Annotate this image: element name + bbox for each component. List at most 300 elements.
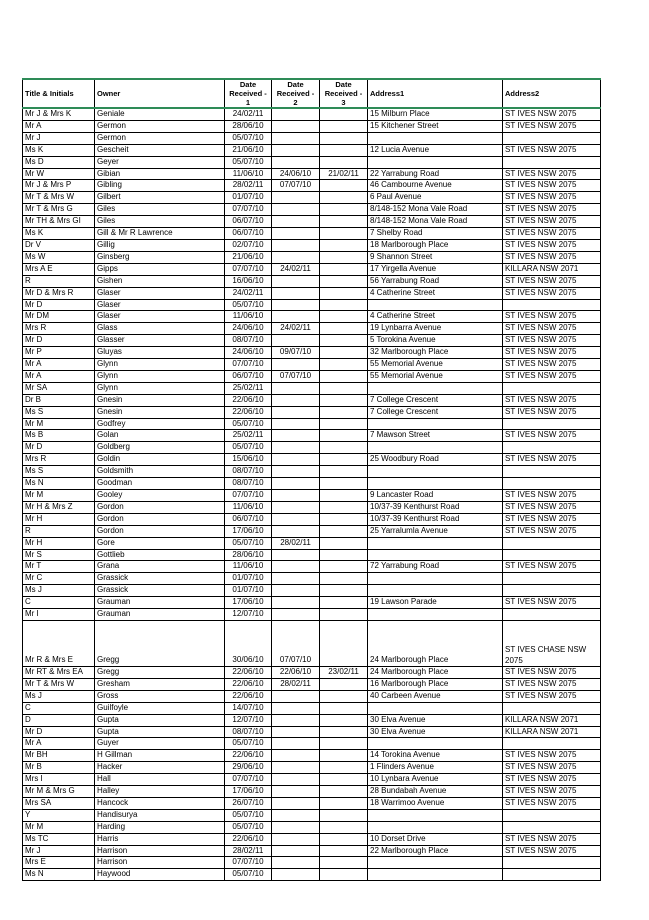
- cell-date-received-3: [320, 786, 368, 798]
- table-row: [23, 192, 601, 204]
- cell-date-received-2: [272, 786, 320, 798]
- cell-title-initials: Ms K: [23, 144, 95, 156]
- cell-date-received-3: [320, 466, 368, 478]
- cell-owner: Gross: [95, 690, 225, 702]
- table-row: [23, 738, 601, 750]
- cell-date-received-1: 17/06/10: [225, 597, 272, 609]
- cell-address1: 10/37-39 Kenthurst Road: [368, 513, 503, 525]
- cell-address2: [503, 299, 601, 311]
- cell-title-initials: Ms S: [23, 466, 95, 478]
- cell-address1: 19 Lynbarra Avenue: [368, 323, 503, 335]
- cell-owner: Goodman: [95, 478, 225, 490]
- header-address2: Address2: [503, 79, 601, 108]
- cell-address1: 7 Mawson Street: [368, 430, 503, 442]
- cell-date-received-3: [320, 620, 368, 666]
- header-address1: Address1: [368, 79, 503, 108]
- cell-owner: Gooley: [95, 490, 225, 502]
- cell-address1: 46 Cambourne Avenue: [368, 180, 503, 192]
- cell-date-received-1: 22/06/10: [225, 678, 272, 690]
- cell-date-received-2: 22/06/10: [272, 666, 320, 678]
- cell-date-received-2: [272, 774, 320, 786]
- cell-date-received-2: 24/02/11: [272, 323, 320, 335]
- cell-address1: [368, 418, 503, 430]
- cell-date-received-1: 11/06/10: [225, 168, 272, 180]
- table-row: [23, 216, 601, 228]
- cell-date-received-3: [320, 490, 368, 502]
- cell-address2: ST IVES NSW 2075: [503, 192, 601, 204]
- cell-address1: 40 Carbeen Avenue: [368, 690, 503, 702]
- cell-title-initials: Mr T & Mrs G: [23, 204, 95, 216]
- cell-title-initials: Mr M: [23, 490, 95, 502]
- cell-address2: [503, 585, 601, 597]
- cell-address2: ST IVES NSW 2075: [503, 797, 601, 809]
- cell-date-received-3: [320, 204, 368, 216]
- cell-address2: ST IVES NSW 2075: [503, 347, 601, 359]
- table-row: [23, 323, 601, 335]
- cell-address2: ST IVES NSW 2075: [503, 108, 601, 120]
- cell-date-received-1: 17/06/10: [225, 525, 272, 537]
- cell-owner: Gipps: [95, 263, 225, 275]
- cell-date-received-1: 08/07/10: [225, 335, 272, 347]
- cell-date-received-3: [320, 513, 368, 525]
- cell-title-initials: Mr BH: [23, 750, 95, 762]
- cell-address2: [503, 869, 601, 881]
- cell-date-received-3: [320, 857, 368, 869]
- cell-address2: ST IVES NSW 2075: [503, 501, 601, 513]
- cell-address1: 24 Marlborough Place: [368, 666, 503, 678]
- cell-title-initials: Mr H & Mrs Z: [23, 501, 95, 513]
- cell-address1: 17 Yirgella Avenue: [368, 263, 503, 275]
- cell-address1: [368, 549, 503, 561]
- table-row: [23, 869, 601, 881]
- cell-address1: [368, 857, 503, 869]
- cell-address1: 4 Catherine Street: [368, 287, 503, 299]
- cell-date-received-3: [320, 549, 368, 561]
- cell-date-received-2: [272, 821, 320, 833]
- cell-date-received-1: 28/06/10: [225, 549, 272, 561]
- cell-owner: Hacker: [95, 762, 225, 774]
- cell-date-received-1: 24/02/11: [225, 287, 272, 299]
- cell-date-received-3: [320, 382, 368, 394]
- cell-date-received-1: 06/07/10: [225, 370, 272, 382]
- cell-date-received-3: [320, 108, 368, 120]
- cell-address2: ST IVES NSW 2075: [503, 359, 601, 371]
- cell-address2: ST IVES NSW 2075: [503, 490, 601, 502]
- cell-address1: [368, 738, 503, 750]
- cell-address1: [368, 585, 503, 597]
- table-row: [23, 454, 601, 466]
- cell-owner: Germon: [95, 120, 225, 132]
- cell-owner: Gibling: [95, 180, 225, 192]
- table-row: [23, 382, 601, 394]
- cell-address1: [368, 478, 503, 490]
- cell-address2: ST IVES NSW 2075: [503, 311, 601, 323]
- cell-owner: Gnesin: [95, 406, 225, 418]
- cell-date-received-2: [272, 478, 320, 490]
- cell-address1: 72 Yarrabung Road: [368, 561, 503, 573]
- table-row: [23, 394, 601, 406]
- cell-owner: Gordon: [95, 501, 225, 513]
- table-row: [23, 442, 601, 454]
- cell-owner: Giles: [95, 204, 225, 216]
- cell-date-received-3: [320, 335, 368, 347]
- cell-date-received-1: 05/07/10: [225, 132, 272, 144]
- cell-address2: ST IVES NSW 2075: [503, 275, 601, 287]
- cell-address2: ST IVES NSW 2075: [503, 597, 601, 609]
- cell-owner: Glynn: [95, 370, 225, 382]
- cell-address1: 12 Lucia Avenue: [368, 144, 503, 156]
- cell-date-received-2: [272, 418, 320, 430]
- cell-date-received-3: [320, 597, 368, 609]
- cell-address1: 6 Paul Avenue: [368, 192, 503, 204]
- cell-owner: Glaser: [95, 311, 225, 323]
- table-row: [23, 120, 601, 132]
- cell-owner: Grauman: [95, 609, 225, 621]
- table-row: [23, 168, 601, 180]
- cell-title-initials: Mr M & Mrs G: [23, 786, 95, 798]
- cell-owner: Halley: [95, 786, 225, 798]
- header-row: [23, 79, 601, 108]
- table-row: [23, 809, 601, 821]
- table-row: [23, 797, 601, 809]
- cell-date-received-1: 16/06/10: [225, 275, 272, 287]
- cell-date-received-1: 25/02/11: [225, 430, 272, 442]
- cell-address1: 5 Torokina Avenue: [368, 335, 503, 347]
- cell-date-received-1: 12/07/10: [225, 714, 272, 726]
- cell-owner: Geniale: [95, 108, 225, 120]
- cell-date-received-2: [272, 809, 320, 821]
- table-row: [23, 180, 601, 192]
- cell-date-received-3: [320, 690, 368, 702]
- owners-table: [22, 78, 601, 881]
- cell-date-received-1: 22/06/10: [225, 394, 272, 406]
- cell-address2: ST IVES NSW 2075: [503, 690, 601, 702]
- table-row: [23, 466, 601, 478]
- cell-address1: 30 Elva Avenue: [368, 726, 503, 738]
- cell-address2: ST IVES NSW 2075: [503, 833, 601, 845]
- cell-date-received-2: [272, 869, 320, 881]
- cell-owner: Goldin: [95, 454, 225, 466]
- cell-date-received-2: [272, 394, 320, 406]
- cell-title-initials: Mrs R: [23, 323, 95, 335]
- header-title-initials: Title & Initials: [23, 79, 95, 108]
- cell-address2: [503, 549, 601, 561]
- cell-title-initials: D: [23, 714, 95, 726]
- cell-date-received-1: 11/06/10: [225, 311, 272, 323]
- cell-date-received-2: [272, 702, 320, 714]
- cell-date-received-2: [272, 513, 320, 525]
- cell-date-received-1: 11/06/10: [225, 501, 272, 513]
- table-row: [23, 275, 601, 287]
- cell-address2: [503, 382, 601, 394]
- table-row: [23, 833, 601, 845]
- cell-date-received-3: [320, 845, 368, 857]
- cell-date-received-2: [272, 454, 320, 466]
- cell-date-received-3: [320, 347, 368, 359]
- cell-date-received-2: [272, 762, 320, 774]
- cell-title-initials: Mr RT & Mrs EA: [23, 666, 95, 678]
- cell-date-received-1: 22/06/10: [225, 750, 272, 762]
- cell-owner: Haywood: [95, 869, 225, 881]
- cell-address2: ST IVES CHASE NSW 2075: [503, 620, 601, 666]
- cell-address2: ST IVES NSW 2075: [503, 786, 601, 798]
- cell-date-received-1: 07/07/10: [225, 204, 272, 216]
- cell-address1: 56 Yarrabung Road: [368, 275, 503, 287]
- cell-address2: [503, 821, 601, 833]
- cell-date-received-1: 08/07/10: [225, 478, 272, 490]
- cell-date-received-2: [272, 275, 320, 287]
- table-row: [23, 726, 601, 738]
- cell-date-received-2: [272, 406, 320, 418]
- cell-date-received-1: 07/07/10: [225, 857, 272, 869]
- cell-date-received-2: [272, 585, 320, 597]
- cell-address1: 28 Bundabah Avenue: [368, 786, 503, 798]
- table-row: [23, 573, 601, 585]
- cell-date-received-1: 07/07/10: [225, 263, 272, 275]
- cell-date-received-3: [320, 726, 368, 738]
- cell-address2: ST IVES NSW 2075: [503, 406, 601, 418]
- table-row: [23, 549, 601, 561]
- cell-address1: 55 Memorial Avenue: [368, 359, 503, 371]
- table-row: [23, 430, 601, 442]
- table-row: [23, 821, 601, 833]
- cell-address1: 8/148-152 Mona Vale Road: [368, 216, 503, 228]
- cell-owner: Gottlieb: [95, 549, 225, 561]
- cell-date-received-3: [320, 132, 368, 144]
- cell-date-received-1: 17/06/10: [225, 786, 272, 798]
- cell-title-initials: Ms B: [23, 430, 95, 442]
- cell-address2: [503, 156, 601, 168]
- cell-title-initials: Ms TC: [23, 833, 95, 845]
- cell-address1: 19 Lawson Parade: [368, 597, 503, 609]
- table-row: [23, 857, 601, 869]
- table-row: [23, 714, 601, 726]
- cell-date-received-2: [272, 132, 320, 144]
- cell-date-received-3: [320, 406, 368, 418]
- cell-address1: [368, 466, 503, 478]
- header-owner: Owner: [95, 79, 225, 108]
- cell-address2: [503, 478, 601, 490]
- cell-date-received-3: [320, 454, 368, 466]
- cell-date-received-3: [320, 275, 368, 287]
- cell-date-received-1: 05/07/10: [225, 299, 272, 311]
- cell-owner: Gordon: [95, 525, 225, 537]
- table-row: [23, 287, 601, 299]
- cell-date-received-3: [320, 525, 368, 537]
- cell-address2: ST IVES NSW 2075: [503, 561, 601, 573]
- cell-date-received-3: [320, 821, 368, 833]
- table-row: [23, 845, 601, 857]
- cell-address1: [368, 573, 503, 585]
- cell-title-initials: Ms D: [23, 156, 95, 168]
- cell-date-received-2: [272, 501, 320, 513]
- cell-title-initials: Mr D & Mrs R: [23, 287, 95, 299]
- cell-title-initials: Mr T & Mrs W: [23, 192, 95, 204]
- cell-owner: Gibian: [95, 168, 225, 180]
- cell-date-received-1: 05/07/10: [225, 537, 272, 549]
- table-row: [23, 251, 601, 263]
- cell-title-initials: Mrs SA: [23, 797, 95, 809]
- cell-title-initials: Mr R & Mrs E: [23, 620, 95, 666]
- cell-owner: Gescheit: [95, 144, 225, 156]
- cell-date-received-2: [272, 287, 320, 299]
- cell-date-received-3: [320, 561, 368, 573]
- cell-date-received-3: [320, 869, 368, 881]
- cell-date-received-2: [272, 311, 320, 323]
- cell-date-received-2: 07/07/10: [272, 370, 320, 382]
- cell-date-received-2: [272, 239, 320, 251]
- cell-date-received-2: 07/07/10: [272, 180, 320, 192]
- cell-owner: Gupta: [95, 714, 225, 726]
- cell-address1: 7 College Crescent: [368, 406, 503, 418]
- cell-date-received-3: [320, 501, 368, 513]
- table-row: [23, 774, 601, 786]
- cell-title-initials: Mr H: [23, 537, 95, 549]
- cell-date-received-3: [320, 609, 368, 621]
- cell-address1: 10 Lynbara Avenue: [368, 774, 503, 786]
- cell-date-received-1: 01/07/10: [225, 585, 272, 597]
- cell-address1: 7 Shelby Road: [368, 228, 503, 240]
- cell-date-received-3: [320, 251, 368, 263]
- cell-date-received-2: [272, 609, 320, 621]
- cell-address1: [368, 821, 503, 833]
- cell-date-received-1: 15/06/10: [225, 454, 272, 466]
- cell-date-received-1: 06/07/10: [225, 228, 272, 240]
- cell-date-received-1: 29/06/10: [225, 762, 272, 774]
- cell-date-received-3: 23/02/11: [320, 666, 368, 678]
- cell-date-received-2: 07/07/10: [272, 620, 320, 666]
- cell-date-received-3: [320, 797, 368, 809]
- cell-title-initials: Mr H: [23, 513, 95, 525]
- cell-date-received-1: 28/02/11: [225, 845, 272, 857]
- cell-address2: [503, 132, 601, 144]
- table-row: [23, 204, 601, 216]
- table-row: [23, 501, 601, 513]
- cell-owner: Glaser: [95, 287, 225, 299]
- cell-owner: Gregg: [95, 620, 225, 666]
- cell-address1: [368, 382, 503, 394]
- table-row: [23, 370, 601, 382]
- cell-date-received-1: 21/06/10: [225, 251, 272, 263]
- table-row: [23, 406, 601, 418]
- cell-address2: [503, 702, 601, 714]
- cell-title-initials: Mr D: [23, 726, 95, 738]
- cell-address1: 32 Marlborough Place: [368, 347, 503, 359]
- cell-address1: [368, 809, 503, 821]
- table-row: [23, 690, 601, 702]
- cell-date-received-1: 24/06/10: [225, 323, 272, 335]
- cell-owner: Harris: [95, 833, 225, 845]
- table-row: [23, 144, 601, 156]
- cell-owner: H Gillman: [95, 750, 225, 762]
- cell-date-received-3: [320, 156, 368, 168]
- cell-address2: ST IVES NSW 2075: [503, 239, 601, 251]
- cell-date-received-3: [320, 418, 368, 430]
- cell-date-received-2: [272, 726, 320, 738]
- cell-title-initials: Mr B: [23, 762, 95, 774]
- cell-date-received-3: [320, 833, 368, 845]
- cell-date-received-2: [272, 359, 320, 371]
- cell-date-received-2: [272, 525, 320, 537]
- cell-address2: ST IVES NSW 2075: [503, 216, 601, 228]
- cell-date-received-1: 05/07/10: [225, 156, 272, 168]
- cell-date-received-1: 28/02/11: [225, 180, 272, 192]
- cell-address2: ST IVES NSW 2075: [503, 168, 601, 180]
- table-row: [23, 513, 601, 525]
- cell-title-initials: Mrs A E: [23, 263, 95, 275]
- cell-title-initials: Ms J: [23, 585, 95, 597]
- cell-address1: [368, 132, 503, 144]
- cell-title-initials: Ms K: [23, 228, 95, 240]
- cell-date-received-1: 24/02/11: [225, 108, 272, 120]
- cell-title-initials: C: [23, 702, 95, 714]
- cell-date-received-3: [320, 216, 368, 228]
- cell-address2: [503, 537, 601, 549]
- cell-address1: [368, 156, 503, 168]
- cell-date-received-2: [272, 382, 320, 394]
- cell-address1: 18 Marlborough Place: [368, 239, 503, 251]
- cell-address2: ST IVES NSW 2075: [503, 323, 601, 335]
- cell-title-initials: Mr M: [23, 821, 95, 833]
- cell-title-initials: Mr T & Mrs W: [23, 678, 95, 690]
- table-row: [23, 750, 601, 762]
- table-row: [23, 609, 601, 621]
- cell-date-received-3: [320, 678, 368, 690]
- cell-address2: ST IVES NSW 2075: [503, 251, 601, 263]
- cell-date-received-2: [272, 490, 320, 502]
- cell-date-received-2: [272, 442, 320, 454]
- cell-owner: Golan: [95, 430, 225, 442]
- cell-address2: [503, 573, 601, 585]
- cell-date-received-3: [320, 180, 368, 192]
- cell-address2: [503, 466, 601, 478]
- cell-address1: 15 Milburn Place: [368, 108, 503, 120]
- cell-owner: Guyer: [95, 738, 225, 750]
- cell-address1: 22 Yarrabung Road: [368, 168, 503, 180]
- cell-owner: Glass: [95, 323, 225, 335]
- cell-address2: ST IVES NSW 2075: [503, 335, 601, 347]
- cell-address1: 9 Lancaster Road: [368, 490, 503, 502]
- cell-owner: Gresham: [95, 678, 225, 690]
- cell-date-received-2: 09/07/10: [272, 347, 320, 359]
- cell-title-initials: R: [23, 275, 95, 287]
- cell-title-initials: Ms W: [23, 251, 95, 263]
- cell-date-received-3: [320, 702, 368, 714]
- cell-date-received-1: 07/07/10: [225, 359, 272, 371]
- cell-date-received-1: 07/07/10: [225, 490, 272, 502]
- cell-address1: 4 Catherine Street: [368, 311, 503, 323]
- cell-date-received-1: 22/06/10: [225, 406, 272, 418]
- cell-address1: [368, 442, 503, 454]
- cell-date-received-2: [272, 192, 320, 204]
- cell-address1: [368, 869, 503, 881]
- cell-title-initials: C: [23, 597, 95, 609]
- cell-date-received-2: [272, 549, 320, 561]
- cell-date-received-3: [320, 442, 368, 454]
- cell-title-initials: Mr DM: [23, 311, 95, 323]
- table-row: [23, 228, 601, 240]
- cell-date-received-3: [320, 359, 368, 371]
- cell-title-initials: Mr J & Mrs P: [23, 180, 95, 192]
- cell-date-received-3: [320, 370, 368, 382]
- cell-date-received-3: [320, 809, 368, 821]
- cell-date-received-2: [272, 466, 320, 478]
- cell-date-received-2: [272, 690, 320, 702]
- cell-address2: ST IVES NSW 2075: [503, 394, 601, 406]
- cell-address1: 25 Yarralumla Avenue: [368, 525, 503, 537]
- cell-date-received-3: [320, 573, 368, 585]
- cell-title-initials: Mr I: [23, 609, 95, 621]
